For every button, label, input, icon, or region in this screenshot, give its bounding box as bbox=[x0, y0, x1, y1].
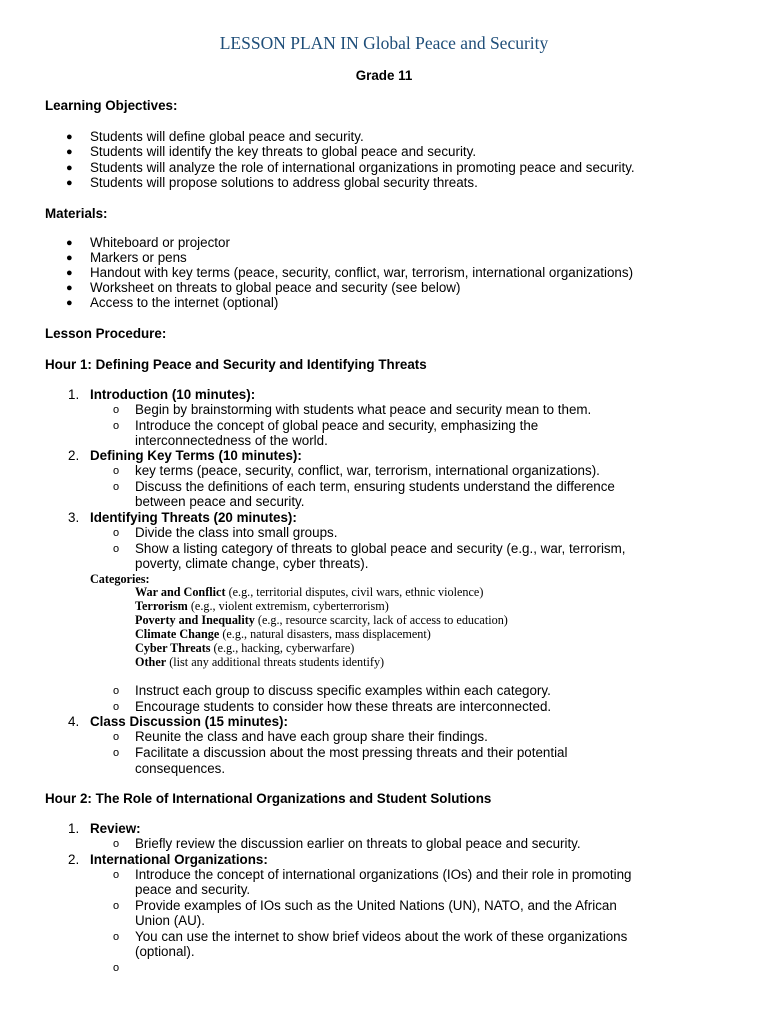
step-title: Identifying Threats (20 minutes): bbox=[90, 510, 297, 525]
category-item bbox=[135, 655, 384, 669]
list-item: Encourage students to consider how these threats are interconnected. bbox=[135, 699, 552, 714]
step-title: Defining Key Terms (10 minutes): bbox=[90, 448, 302, 463]
category-name: War and Conflict bbox=[135, 585, 226, 599]
list-item: Access to the internet (optional) bbox=[90, 295, 279, 310]
list-item: Markers or pens bbox=[90, 250, 187, 265]
list-item: Students will propose solutions to address global security threats. bbox=[90, 175, 478, 190]
categories-label: Categories: bbox=[90, 572, 150, 586]
step-title: Class Discussion (15 minutes): bbox=[90, 714, 288, 729]
list-item-continued: peace and security. bbox=[135, 882, 251, 897]
procedure-heading: Lesson Procedure: bbox=[45, 326, 167, 341]
sub-bullet-icon: o bbox=[113, 962, 120, 974]
list-item: Students will define global peace and security. bbox=[90, 129, 364, 144]
category-name: Climate Change bbox=[135, 627, 220, 641]
sub-bullet-icon: o bbox=[113, 543, 120, 555]
sub-bullet-icon: o bbox=[113, 420, 120, 432]
step-number: 4. bbox=[68, 714, 80, 729]
category-name: Terrorism bbox=[135, 599, 188, 613]
list-item: Introduce the concept of international organizations (IOs) and their role in promoting bbox=[135, 867, 632, 882]
sub-bullet-icon: o bbox=[113, 838, 120, 850]
category-item bbox=[135, 627, 431, 641]
list-item: Briefly review the discussion earlier on threats to global peace and security. bbox=[135, 836, 581, 851]
category-item bbox=[135, 585, 483, 599]
sub-bullet-icon: o bbox=[113, 747, 120, 759]
list-item: Instruct each group to discuss specific examples within each category. bbox=[135, 683, 551, 698]
list-item: Introduce the concept of global peace and security, emphasizing the bbox=[135, 418, 539, 433]
category-name: Cyber Threats bbox=[135, 641, 211, 655]
category-desc: (e.g., territorial disputes, civil wars, ethnic violence) bbox=[225, 585, 484, 599]
sub-bullet-icon: o bbox=[113, 731, 120, 743]
bullet-icon: ● bbox=[66, 282, 73, 294]
list-item: Whiteboard or projector bbox=[90, 235, 230, 250]
sub-bullet-icon: o bbox=[113, 481, 120, 493]
category-desc: (e.g., resource scarcity, lack of access to education) bbox=[254, 613, 508, 627]
bullet-icon: ● bbox=[66, 131, 73, 143]
sub-bullet-icon: o bbox=[113, 465, 120, 477]
list-item: Worksheet on threats to global peace and security (see below) bbox=[90, 280, 461, 295]
list-item: Students will identify the key threats to global peace and security. bbox=[90, 144, 477, 159]
category-name: Other bbox=[135, 655, 167, 669]
grade-label: Grade 11 bbox=[355, 68, 413, 83]
step-title: International Organizations: bbox=[90, 852, 268, 867]
bullet-icon: ● bbox=[66, 162, 73, 174]
category-desc: (e.g., violent extremism, cyberterrorism) bbox=[187, 599, 389, 613]
list-item: You can use the internet to show brief videos about the work of these organizations bbox=[135, 929, 628, 944]
bullet-icon: ● bbox=[66, 237, 73, 249]
step-number: 2. bbox=[68, 448, 80, 463]
list-item-continued: interconnectedness of the world. bbox=[135, 433, 328, 448]
list-item: Divide the class into small groups. bbox=[135, 525, 338, 540]
sub-bullet-icon: o bbox=[113, 931, 120, 943]
category-desc: (e.g., natural disasters, mass displacement) bbox=[219, 627, 431, 641]
page-title: LESSON PLAN IN Global Peace and Security bbox=[219, 33, 549, 53]
sub-bullet-icon: o bbox=[113, 404, 120, 416]
step-number: 2. bbox=[68, 852, 80, 867]
bullet-icon: ● bbox=[66, 177, 73, 189]
sub-bullet-icon: o bbox=[113, 900, 120, 912]
category-name: Poverty and Inequality bbox=[135, 613, 255, 627]
list-item: Students will analyze the role of international organizations in promoting peace and security. bbox=[90, 160, 635, 175]
category-desc: (list any additional threats students identify) bbox=[166, 655, 385, 669]
step-number: 3. bbox=[68, 510, 80, 525]
bullet-icon: ● bbox=[66, 297, 73, 309]
sub-bullet-icon: o bbox=[113, 527, 120, 539]
step-number: 1. bbox=[68, 387, 80, 402]
list-item: Discuss the definitions of each term, ensuring students understand the difference bbox=[135, 479, 615, 494]
list-item: Show a listing category of threats to global peace and security (e.g., war, terrorism, bbox=[135, 541, 626, 556]
category-desc: (e.g., hacking, cyberwarfare) bbox=[210, 641, 355, 655]
step-number: 1. bbox=[68, 821, 80, 836]
list-item: Provide examples of IOs such as the United Nations (UN), NATO, and the African bbox=[135, 898, 617, 913]
list-item-continued: poverty, climate change, cyber threats). bbox=[135, 556, 369, 571]
list-item-continued: between peace and security. bbox=[135, 494, 305, 509]
category-item bbox=[135, 641, 354, 655]
bullet-icon: ● bbox=[66, 252, 73, 264]
category-item bbox=[135, 599, 389, 613]
hour1-heading: Hour 1: Defining Peace and Security and Identifying Threats bbox=[45, 357, 427, 372]
list-item-continued: consequences. bbox=[135, 761, 226, 776]
bullet-icon: ● bbox=[66, 267, 73, 279]
list-item: Facilitate a discussion about the most pressing threats and their potential bbox=[135, 745, 568, 760]
list-item-continued: Union (AU). bbox=[135, 913, 205, 928]
bullet-icon: ● bbox=[66, 146, 73, 158]
list-item-continued: (optional). bbox=[135, 944, 195, 959]
list-item: Reunite the class and have each group share their findings. bbox=[135, 729, 488, 744]
materials-heading: Materials: bbox=[45, 206, 108, 221]
objectives-heading: Learning Objectives: bbox=[45, 98, 178, 113]
sub-bullet-icon: o bbox=[113, 869, 120, 881]
step-title: Review: bbox=[90, 821, 141, 836]
list-item: Begin by brainstorming with students what peace and security mean to them. bbox=[135, 402, 592, 417]
category-item bbox=[135, 613, 508, 627]
hour2-heading: Hour 2: The Role of International Organizations and Student Solutions bbox=[45, 791, 492, 806]
sub-bullet-icon: o bbox=[113, 701, 120, 713]
step-title: Introduction (10 minutes): bbox=[90, 387, 256, 402]
list-item: key terms (peace, security, conflict, war, terrorism, international organizations). bbox=[135, 463, 600, 478]
sub-bullet-icon: o bbox=[113, 685, 120, 697]
list-item: Handout with key terms (peace, security, conflict, war, terrorism, international organizations) bbox=[90, 265, 634, 280]
